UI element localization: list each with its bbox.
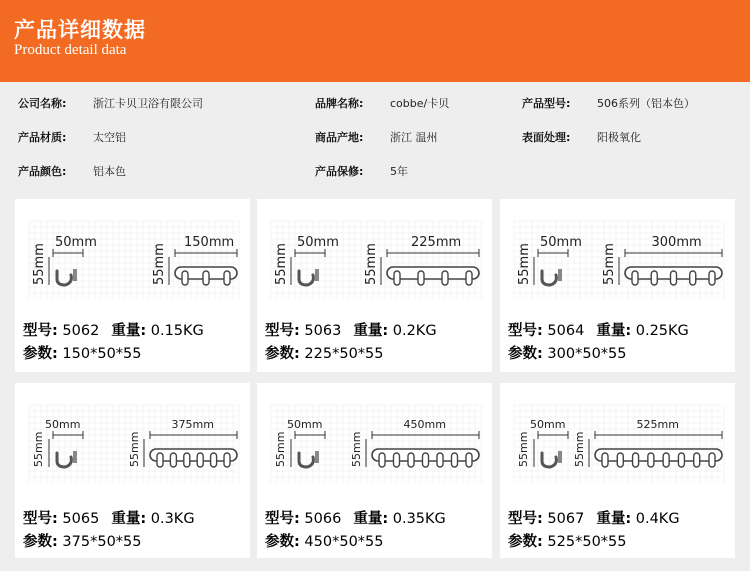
- model-value: 5063: [304, 323, 342, 339]
- model-value: 5065: [62, 511, 100, 527]
- spec-params: [265, 530, 384, 551]
- info-label: 产品颜色:: [18, 165, 67, 178]
- hook-icon: [224, 453, 230, 467]
- width-dimension-label: 450mm: [403, 418, 446, 431]
- info-material: [18, 124, 126, 152]
- hook-icon: [709, 271, 715, 285]
- height-dimension-label: 55mm: [350, 431, 363, 467]
- front-view: [350, 418, 479, 467]
- weight-value: 0.35KG: [392, 511, 446, 527]
- hook-rail: [595, 449, 722, 461]
- product-card: [500, 383, 735, 558]
- weight-value: 0.3KG: [150, 511, 195, 527]
- info-value: cobbe/卡贝: [390, 97, 450, 110]
- model-label: 型号:: [23, 323, 58, 339]
- product-card: [500, 199, 735, 372]
- height-dimension-label: 55mm: [274, 431, 287, 467]
- height-dimension-label: 55mm: [32, 431, 45, 467]
- info-value: 浙江卡贝卫浴有限公司: [93, 97, 203, 110]
- info-value: 5年: [390, 165, 408, 178]
- hook-icon: [197, 453, 203, 467]
- height-dimension-label: 55mm: [152, 243, 167, 285]
- mount-plate-icon: [315, 451, 319, 463]
- diagram-grid: [271, 405, 481, 483]
- side-view: [32, 418, 83, 467]
- depth-dimension-label: 50mm: [55, 235, 97, 250]
- model-value: 5064: [547, 323, 585, 339]
- model-value: 5066: [304, 511, 342, 527]
- hook-icon: [690, 271, 696, 285]
- hook-icon: [671, 271, 677, 285]
- front-view: [573, 418, 722, 467]
- weight-label: 重量:: [596, 323, 632, 339]
- model-label: 型号:: [23, 511, 58, 527]
- hook-icon: [203, 271, 209, 285]
- hook-icon: [648, 453, 654, 467]
- spec-model-weight: [508, 319, 689, 340]
- weight-value: 0.15KG: [150, 323, 204, 339]
- hook-icon: [394, 453, 400, 467]
- hook-icon: [651, 271, 657, 285]
- hook-icon: [170, 453, 176, 467]
- info-label: 商品产地:: [315, 131, 364, 144]
- hook-icon: [184, 453, 190, 467]
- front-view: [364, 235, 479, 285]
- info-value: 阳极氧化: [597, 131, 641, 144]
- info-label: 产品型号:: [522, 97, 571, 110]
- spec-model-weight: [23, 507, 195, 528]
- mount-plate-icon: [315, 269, 319, 281]
- side-view: [517, 418, 568, 467]
- spec-params: [508, 530, 627, 551]
- product-diagram: [257, 383, 492, 503]
- depth-dimension-label: 50mm: [287, 418, 323, 431]
- hook-icon: [663, 453, 669, 467]
- mount-plate-icon: [558, 451, 562, 463]
- depth-dimension-label: 50mm: [45, 418, 81, 431]
- height-dimension-label: 55mm: [128, 431, 141, 467]
- side-view: [32, 235, 97, 285]
- hook-icon: [633, 453, 639, 467]
- diagram-grid: [514, 405, 724, 483]
- product-diagram: [500, 383, 735, 503]
- mount-plate-icon: [558, 269, 562, 281]
- params-value: 225*50*55: [304, 346, 384, 362]
- hook-icon: [632, 271, 638, 285]
- info-origin: [315, 124, 438, 152]
- info-value: 506系列（铝本色）: [597, 97, 695, 110]
- page-title: 产品详细数据: [14, 18, 146, 42]
- info-label: 产品材质:: [18, 131, 67, 144]
- info-label: 表面处理:: [522, 131, 571, 144]
- hook-icon: [211, 453, 217, 467]
- weight-label: 重量:: [596, 511, 632, 527]
- info-surface: [522, 124, 641, 152]
- product-card: [15, 199, 250, 372]
- model-label: 型号:: [508, 511, 543, 527]
- front-view: [602, 235, 722, 285]
- mount-plate-icon: [73, 451, 77, 463]
- info-row: [0, 124, 750, 152]
- hook-icon: [182, 271, 188, 285]
- side-view: [274, 418, 325, 467]
- product-diagram: [15, 199, 250, 319]
- weight-value: 0.25KG: [635, 323, 689, 339]
- spec-model-weight: [265, 507, 446, 528]
- front-view: [128, 418, 237, 467]
- hook-icon: [678, 453, 684, 467]
- params-label: 参数:: [23, 534, 58, 550]
- spec-params: [508, 342, 627, 363]
- weight-label: 重量:: [353, 511, 389, 527]
- depth-dimension-label: 50mm: [530, 418, 566, 431]
- diagram-grid: [29, 221, 239, 299]
- info-brand: [315, 90, 450, 118]
- model-value: 5067: [547, 511, 585, 527]
- hook-icon: [394, 271, 400, 285]
- width-dimension-label: 150mm: [184, 235, 235, 250]
- width-dimension-label: 525mm: [636, 418, 679, 431]
- height-dimension-label: 55mm: [364, 243, 379, 285]
- params-label: 参数:: [265, 534, 300, 550]
- hook-icon: [408, 453, 414, 467]
- side-view: [517, 235, 582, 285]
- hook-icon: [709, 453, 715, 467]
- info-company: [18, 90, 203, 118]
- spec-model-weight: [23, 319, 204, 340]
- info-row: [0, 90, 750, 118]
- spec-params: [23, 342, 142, 363]
- hook-icon: [602, 453, 608, 467]
- info-model: [522, 90, 695, 118]
- params-label: 参数:: [508, 534, 543, 550]
- width-dimension-label: 225mm: [411, 235, 462, 250]
- info-label: 产品保修:: [315, 165, 364, 178]
- model-label: 型号:: [265, 511, 300, 527]
- hook-icon: [466, 271, 472, 285]
- spec-model-weight: [265, 319, 437, 340]
- params-value: 375*50*55: [62, 534, 142, 550]
- info-color: [18, 158, 126, 186]
- info-value: 浙江 温州: [390, 131, 438, 144]
- page-subtitle: Product detail data: [14, 42, 127, 58]
- depth-dimension-label: 50mm: [540, 235, 582, 250]
- weight-value: 0.2KG: [392, 323, 437, 339]
- model-label: 型号:: [265, 323, 300, 339]
- front-view: [152, 235, 237, 285]
- header-banner: [0, 0, 750, 82]
- product-diagram: [500, 199, 735, 319]
- hook-icon: [157, 453, 163, 467]
- spec-model-weight: [508, 507, 680, 528]
- product-card: [257, 383, 492, 558]
- mount-plate-icon: [73, 269, 77, 281]
- model-value: 5062: [62, 323, 100, 339]
- height-dimension-label: 55mm: [517, 243, 532, 285]
- info-row: [0, 158, 750, 186]
- product-info-table: [0, 82, 750, 190]
- weight-label: 重量:: [353, 323, 389, 339]
- hook-icon: [452, 453, 458, 467]
- width-dimension-label: 375mm: [171, 418, 214, 431]
- params-value: 525*50*55: [547, 534, 627, 550]
- params-value: 150*50*55: [62, 346, 142, 362]
- product-card: [15, 383, 250, 558]
- spec-params: [23, 530, 142, 551]
- hook-icon: [466, 453, 472, 467]
- height-dimension-label: 55mm: [602, 243, 617, 285]
- width-dimension-label: 300mm: [651, 235, 702, 250]
- side-view: [274, 235, 339, 285]
- hook-icon: [694, 453, 700, 467]
- params-label: 参数:: [508, 346, 543, 362]
- model-label: 型号:: [508, 323, 543, 339]
- hook-icon: [437, 453, 443, 467]
- product-diagram: [257, 199, 492, 319]
- hook-icon: [418, 271, 424, 285]
- info-label: 公司名称:: [18, 97, 67, 110]
- info-warranty: [315, 158, 408, 186]
- hook-icon: [617, 453, 623, 467]
- hook-rail: [387, 267, 479, 279]
- depth-dimension-label: 50mm: [297, 235, 339, 250]
- hook-icon: [224, 271, 230, 285]
- info-value: 太空铝: [93, 131, 126, 144]
- product-diagram: [15, 383, 250, 503]
- info-label: 品牌名称:: [315, 97, 364, 110]
- height-dimension-label: 55mm: [32, 243, 47, 285]
- weight-value: 0.4KG: [635, 511, 680, 527]
- params-label: 参数:: [265, 346, 300, 362]
- params-label: 参数:: [23, 346, 58, 362]
- weight-label: 重量:: [111, 323, 147, 339]
- hook-icon: [442, 271, 448, 285]
- params-value: 300*50*55: [547, 346, 627, 362]
- params-value: 450*50*55: [304, 534, 384, 550]
- weight-label: 重量:: [111, 511, 147, 527]
- product-card: [257, 199, 492, 372]
- height-dimension-label: 55mm: [274, 243, 289, 285]
- hook-icon: [379, 453, 385, 467]
- spec-params: [265, 342, 384, 363]
- hook-icon: [423, 453, 429, 467]
- height-dimension-label: 55mm: [573, 431, 586, 467]
- info-value: 铝本色: [93, 165, 126, 178]
- height-dimension-label: 55mm: [517, 431, 530, 467]
